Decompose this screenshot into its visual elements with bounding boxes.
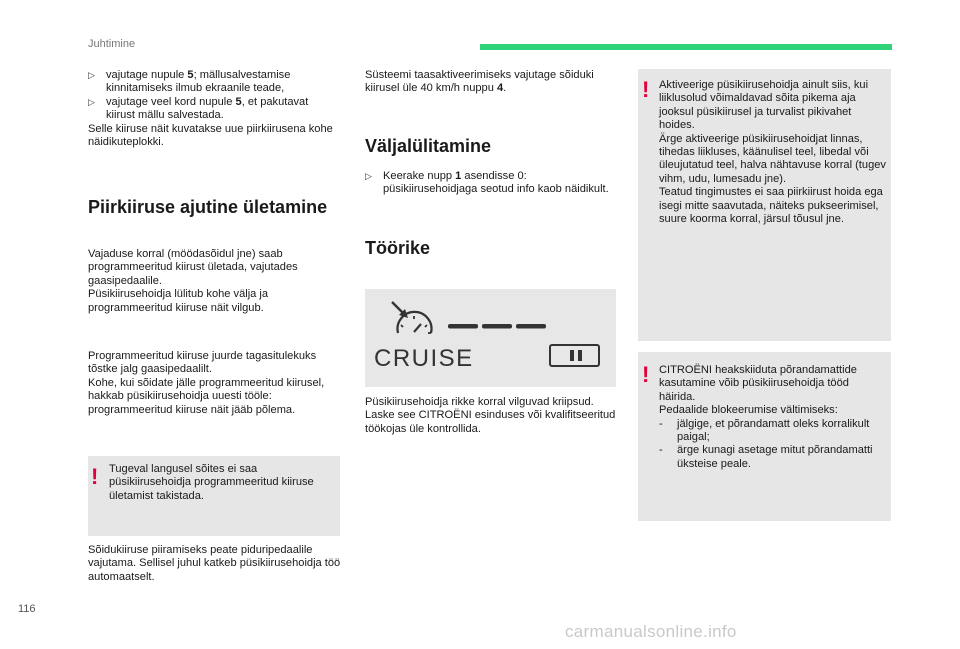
list-item: - ärge kunagi asetage mitut põrandamatti üksteise peale.: [659, 444, 873, 470]
triangle-right-icon: ▷: [88, 96, 95, 107]
section-accent-bar: [480, 44, 892, 50]
cruise-display-illustration: [365, 289, 616, 387]
warning-box: [88, 456, 340, 536]
watermark: carmanualsonline.info: [565, 622, 737, 641]
warning-text: Tugeval langusel sõites ei saa püsikiirusehoidja programmeeritud kiiruse ületamist takistada.: [109, 463, 314, 502]
triangle-right-icon: ▷: [365, 171, 372, 181]
warning-box: [638, 352, 891, 521]
warning-box: [638, 69, 891, 341]
bullet-item: ▷ vajutage nupule 5; mällusalvestamise kinnitamiseks ilmub ekraanile teade,: [88, 69, 291, 95]
cruise-label: CRUISE: [374, 345, 474, 372]
bullet-item: ▷ vajutage veel kord nupule 5, et pakutavat kiirust mällu salvestada.: [88, 95, 309, 122]
paragraph-fault: Püsikiirusehoidja rikke korral vilguvad kriipsud. Laske see CITROËNI esinduses või kvalifitseeritud töökojas üle kontrollida.: [365, 396, 616, 435]
exclamation-icon: !: [642, 77, 650, 102]
pause-icon: [549, 344, 600, 367]
triangle-right-icon: ▷: [88, 70, 95, 80]
paragraph-reactivate: Süsteemi taasaktiveerimiseks vajutage sõiduki kiirusel üle 40 km/h nuppu 4.: [365, 69, 594, 95]
heading-temporary-override: Piirkiiruse ajutine ületamine: [88, 197, 328, 217]
exclamation-icon: !: [642, 362, 650, 387]
warning-text: Aktiveerige püsikiirusehoidja ainult siis, kui liiklusolud võimaldavad sõita pikema aja jooksul püsikiirusel ja turvalist pikivahet hoides. Ärge aktiveerige püsikiirusehoidjat linnas, tihedas liikluses, käänulisel teel, libedal või üleujutatud teel, halva nähtavuse korral (tugev vihm, udu, lumesadu jne). Teatud tingimustes ei saa piirkiirust hoida ega isegi mitte saavutada, näiteks pukseerimisel, suure koorma korral, järsul tõusul jne.: [659, 79, 886, 226]
paragraph-block: Programmeeritud kiiruse juurde tagasitulekuks tõstke jalg gaasipedaalilt. Kohe, kui sõidate jälle programmeeritud kiirusel, hakkab püsikiirusehoidja uuesti tööle: programmeeritud kiiruse näit jääb põlema.: [88, 350, 325, 416]
section-label: Juhtimine: [88, 38, 136, 50]
page-number: 116: [18, 603, 36, 615]
list-item: - jälgige, et põrandamatt oleks korralikult paigal;: [659, 417, 870, 444]
bullet-item: ▷ Keerake nupp 1 asendisse 0: püsikiirusehoidjaga seotud info kaob näidikult.: [365, 170, 609, 196]
paragraph: Selle kiiruse näit kuvatakse uue piirkiirusena kohe näidikuteplokki.: [88, 122, 333, 149]
exclamation-icon: !: [91, 464, 99, 489]
paragraph-block: Vajaduse korral (möödasõidul jne) saab programmeeritud kiirust ületada, vajutades gaasipedaalile. Püsikiirusehoidja lülitub kohe välja ja programmeeritud kiiruse näit vilgub.: [88, 248, 298, 314]
heading-deactivation: Väljalülitamine: [365, 136, 492, 156]
heading-malfunction: Töörike: [365, 238, 431, 258]
column-left: [88, 69, 340, 149]
paragraph: Sõidukiiruse piiramiseks peate piduripedaalile vajutama. Sellisel juhul katkeb püsikiirusehoidja töö automaatselt.: [88, 544, 341, 583]
warning-text: CITROËNI heakskiiduta põrandamattide kasutamine võib püsikiirusehoidja tööd häirida. Pedaalide blokeerumise vältimiseks: - jälgige, et põrandamatt oleks korralikult paigal; - ärge kunagi asetage mitut põrandamatti üksteise peale.: [659, 364, 888, 471]
